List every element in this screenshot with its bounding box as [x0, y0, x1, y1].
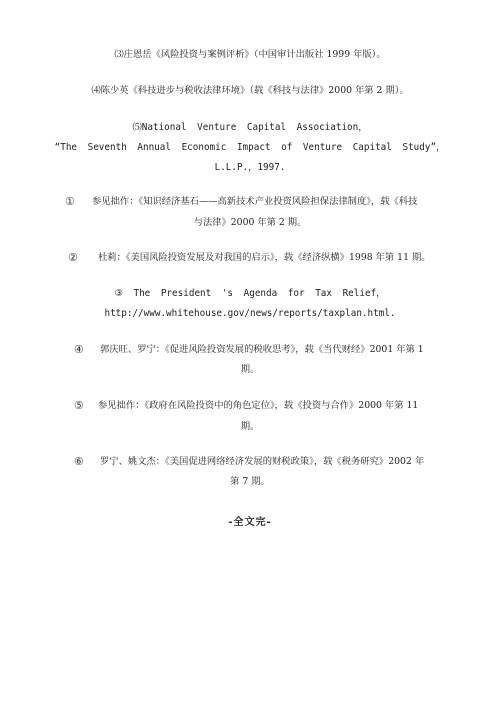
note-3-line-1 — [0, 287, 500, 300]
note-5-marker: ⑤ — [74, 399, 84, 412]
reference-5-line-1: ⑸National Venture Capital Association， — [132, 122, 368, 133]
reference-4: ⑷陈少英《科技进步与税收法律环境》（载《科技与法律》2000 年第 2 期）。 — [91, 85, 409, 96]
note-2-line-1: 杜莉：《美国风险投资发展及对我国的启示》，载《经济纵横》1998 年第 11 期。 — [98, 252, 431, 263]
note-1-line-2: 与法律》2000 年第 2 期。 — [193, 217, 307, 228]
note-4-line-1: 郭庆旺、罗宁：《促进风险投资发展的税收思考》，载《当代财经》2001 年第 1 — [100, 344, 424, 355]
note-5-line-1: 参见拙作：《政府在风险投资中的角色定位》，载《投资与合作》2000 年第 11 — [98, 400, 419, 411]
note-1-line-1: 参见拙作：《知识经济基石——高新技术产业投资风险担保法律制度》，载《科技 — [92, 196, 418, 207]
reference-3: ⑶庄恩岳《风险投资与案例评析》（中国审计出版社 1999 年版）。 — [114, 49, 386, 60]
note-1-marker: ① — [65, 195, 75, 208]
note-6-line-2: 第 7 期。 — [230, 476, 270, 487]
note-4-line-2: 期。 — [240, 364, 260, 375]
note-2-marker: ② — [68, 251, 78, 264]
note-6-marker: ⑥ — [74, 455, 84, 468]
note-3-text: The President 's Agenda for Tax Relief， — [133, 288, 386, 299]
note-3-url[interactable]: http://www.whitehouse.gov/news/reports/taxplan.html. — [104, 308, 396, 319]
note-5-line-2: 期。 — [240, 421, 260, 432]
reference-5-line-2: “The Seventh Annual Economic Impact of Venture Capital Study”， — [54, 142, 446, 153]
note-3-marker: ③ — [114, 288, 123, 299]
reference-5-line-3: L.L.P.，1997. — [214, 162, 286, 173]
note-6-line-1: 罗宁、姚文杰：《美国促进网络经济发展的财税政策》，载《税务研究》2002 年 — [100, 456, 425, 467]
end-of-text-marker: -全文完- — [228, 517, 272, 528]
note-4-marker: ④ — [74, 343, 84, 356]
